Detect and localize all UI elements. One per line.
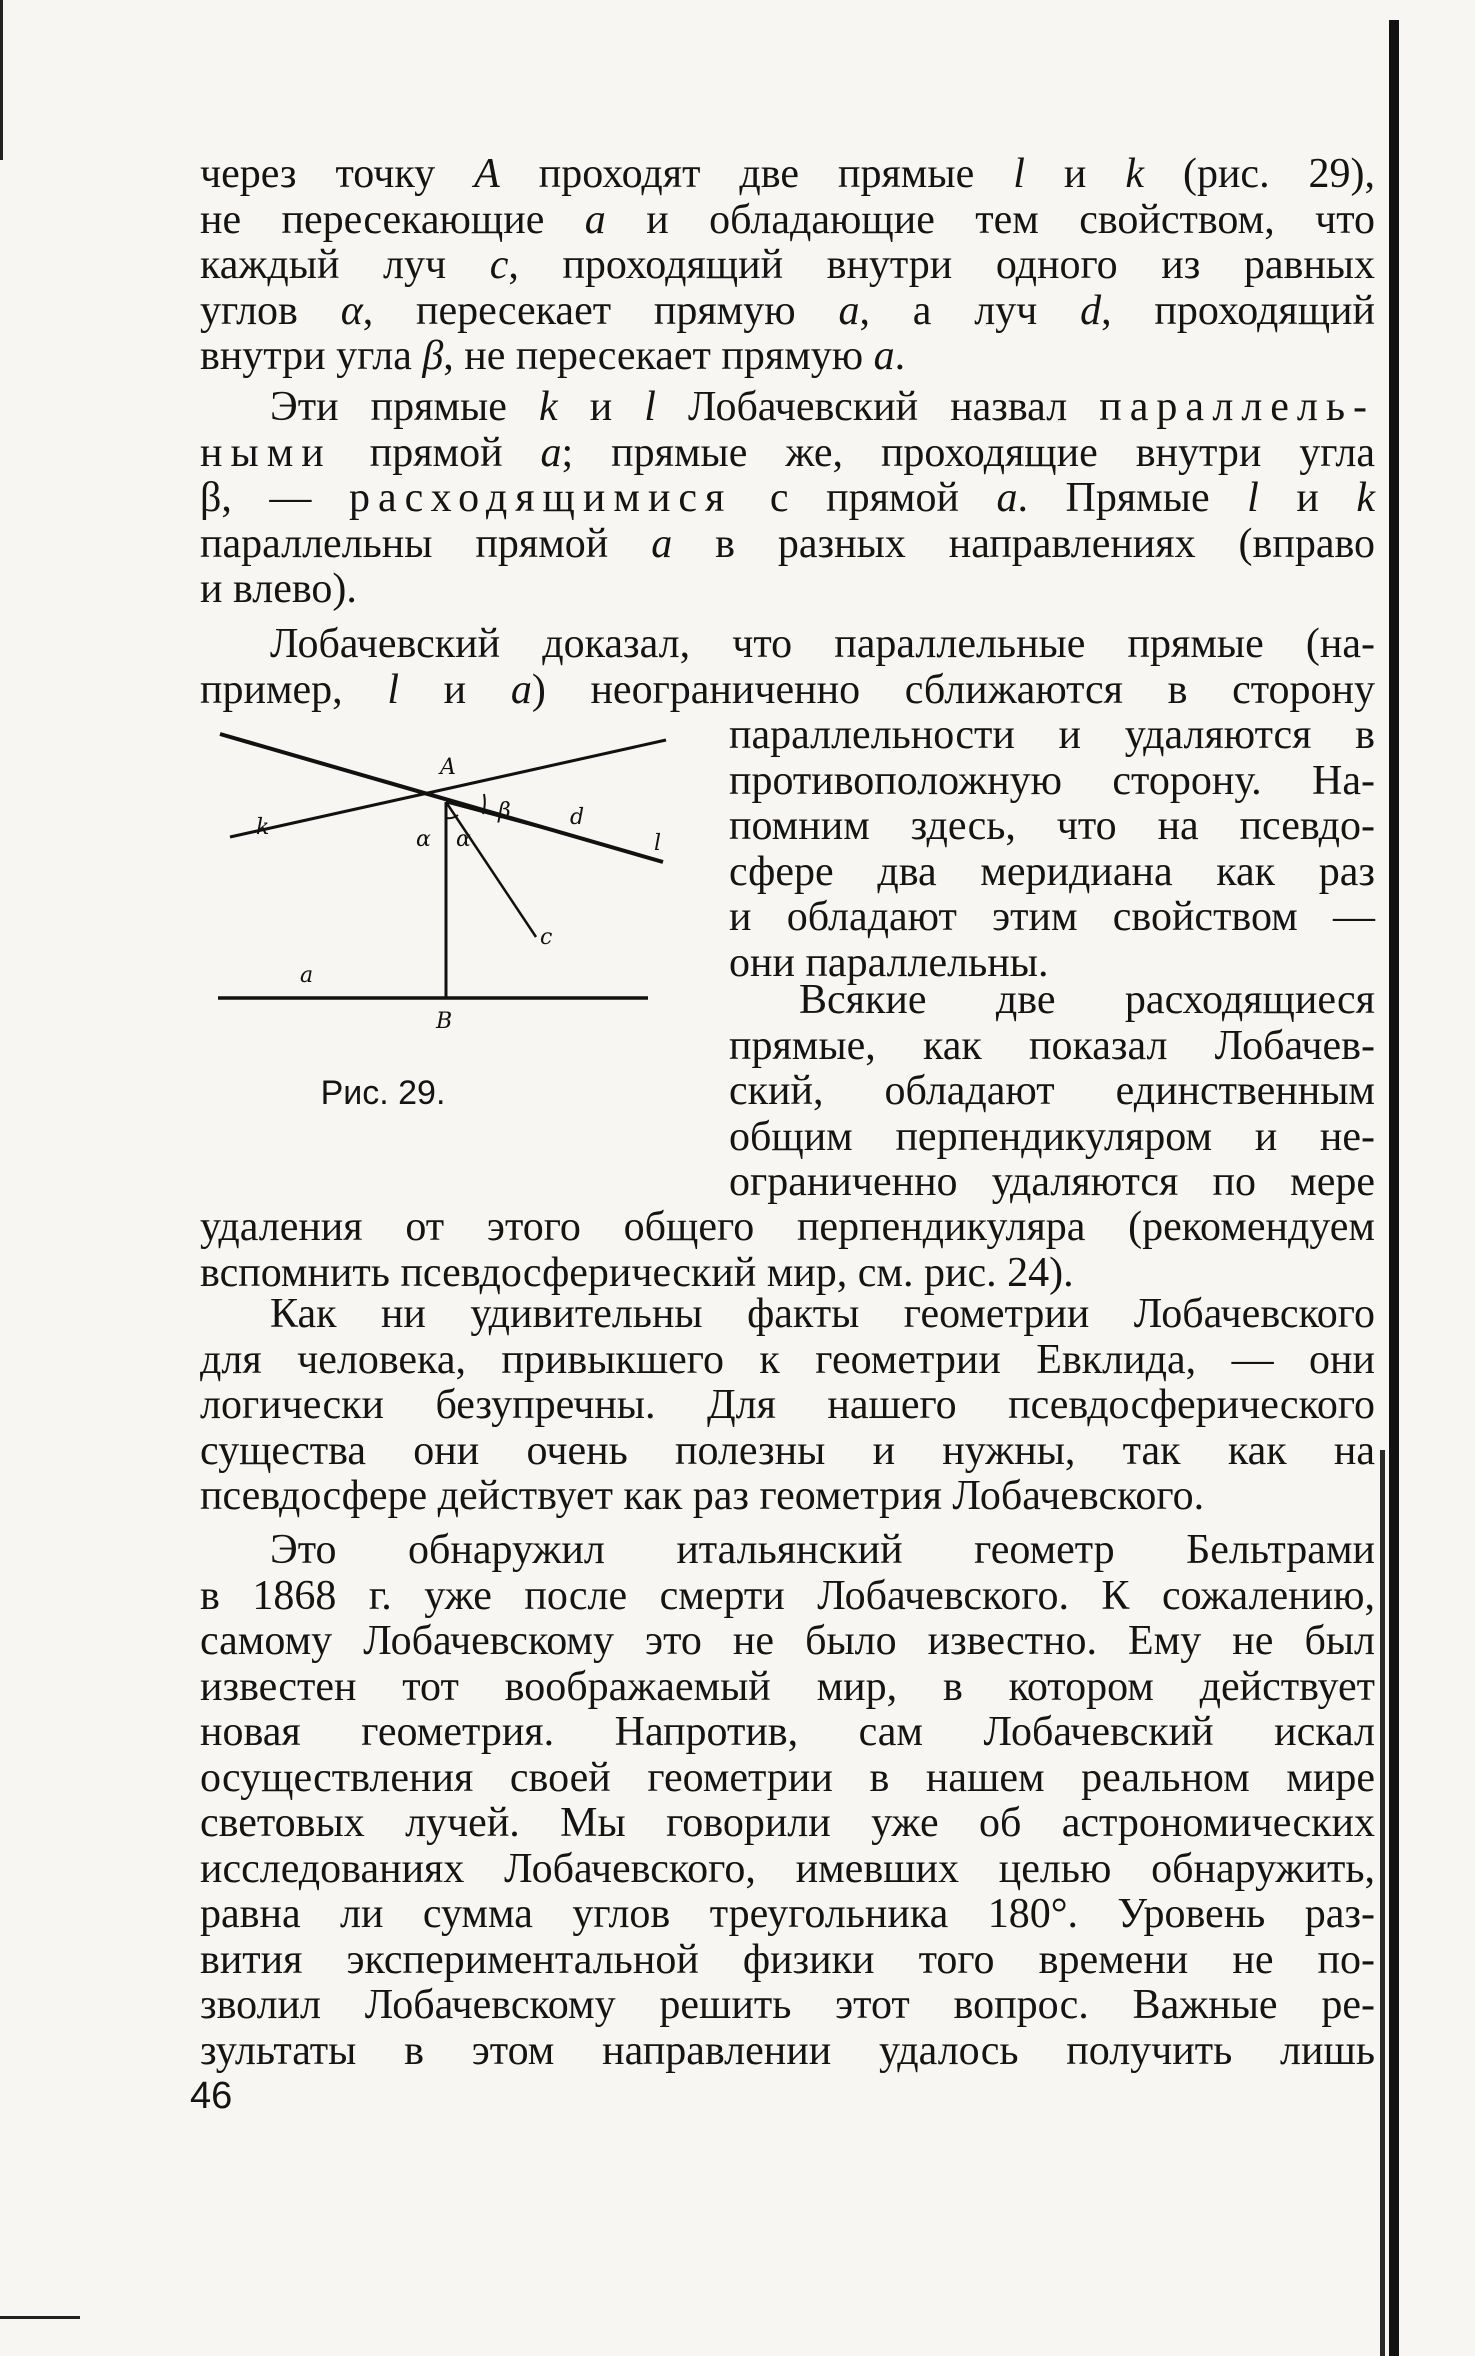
label-d: d	[570, 805, 585, 830]
figure-29-diagram	[208, 722, 688, 1062]
paragraph-6: Это обнаружил итальянский геометр Бельтрами в 1868 г. уже после смерти Лобачевского. К сожалению, самому Лобачевскому это не было известно. Ему не был известен тот воображаемый мир, в котором действует новая геометрия. Напротив, сам Лобачевский искал осуществления своей геометрии в нашем реальном мире световых лучей. Мы говорили уже об астрономических исследованиях Лобачевского, имевших целью обнаружить, равна ли сумма углов треугольника 180°. Уровень раз- вития экспериментальной физики того времени не по- зволил Лобачевскому решить этот вопрос. Важные ре- зультаты в этом направлении удалось получить лишь	[200, 1527, 1375, 2074]
line-k	[220, 734, 663, 862]
paragraph-4-side: Всякие две расходящиеся прямые, как показал Лобачев- ский, обладают единственным общим перпендикуляром и не- ограниченно удаляются по мере	[729, 977, 1375, 1205]
paragraph-2: Эти прямые k и l Лобачевский назвал параллель- ными прямой a; прямые же, проходящие внутри угла β, — расходящимися с прямой a. Прямые l и k параллельны прямой a в разных направлениях (вправо и влево).	[200, 384, 1376, 612]
label-k: k	[256, 815, 270, 840]
scan-binding-edge	[1389, 20, 1399, 2356]
scan-binding-shadow	[1380, 1450, 1385, 2356]
label-a: a	[300, 963, 314, 988]
paragraph-3-top: Лобачевский доказал, что параллельные прямые (на- пример, l и a) неограниченно сближаются в сторону	[200, 621, 1376, 713]
page-number: 46	[190, 2075, 233, 2117]
label-B: B	[436, 1009, 453, 1034]
scan-bottom-mark	[0, 2316, 80, 2319]
figure-caption: Рис. 29.	[320, 1074, 446, 1112]
angle-arc-beta	[483, 794, 485, 814]
label-c: c	[540, 925, 553, 950]
paragraph-5: Как ни удивительны факты геометрии Лобачевского для человека, привыкшего к геометрии Евклида, — они логически безупречны. Для нашего псевдосферического существа они очень полезны и нужны, так как на псевдосфере действует как раз геометрия Лобачевского.	[200, 1291, 1375, 1519]
label-A: A	[440, 755, 456, 780]
figure-29	[208, 722, 688, 1142]
paragraph-1: через точку A проходят две прямые l и k (рис. 29), не пересекающие a и обладающие тем свойством, что каждый луч c, проходящий внутри одного из равных углов α, пересекает прямую a, а луч d, проходящий внутри угла β, не пересекает прямую a.	[200, 151, 1376, 379]
label-alpha-left: α	[416, 827, 431, 852]
scan-corner-mark	[0, 0, 3, 160]
label-beta: β	[498, 799, 511, 824]
paragraph-4-bottom: удаления от этого общего перпендикуляра (рекомендуем вспомнить псевдосферический мир, см. рис. 24).	[200, 1204, 1375, 1296]
label-l: l	[654, 831, 662, 856]
paragraph-3-side: параллельности и удаляются в противоположную сторону. На- помним здесь, что на псевдо- сфере два меридиана как раз и обладают этим свойством — они параллельны.	[729, 712, 1375, 986]
label-alpha-right: α	[456, 827, 471, 852]
